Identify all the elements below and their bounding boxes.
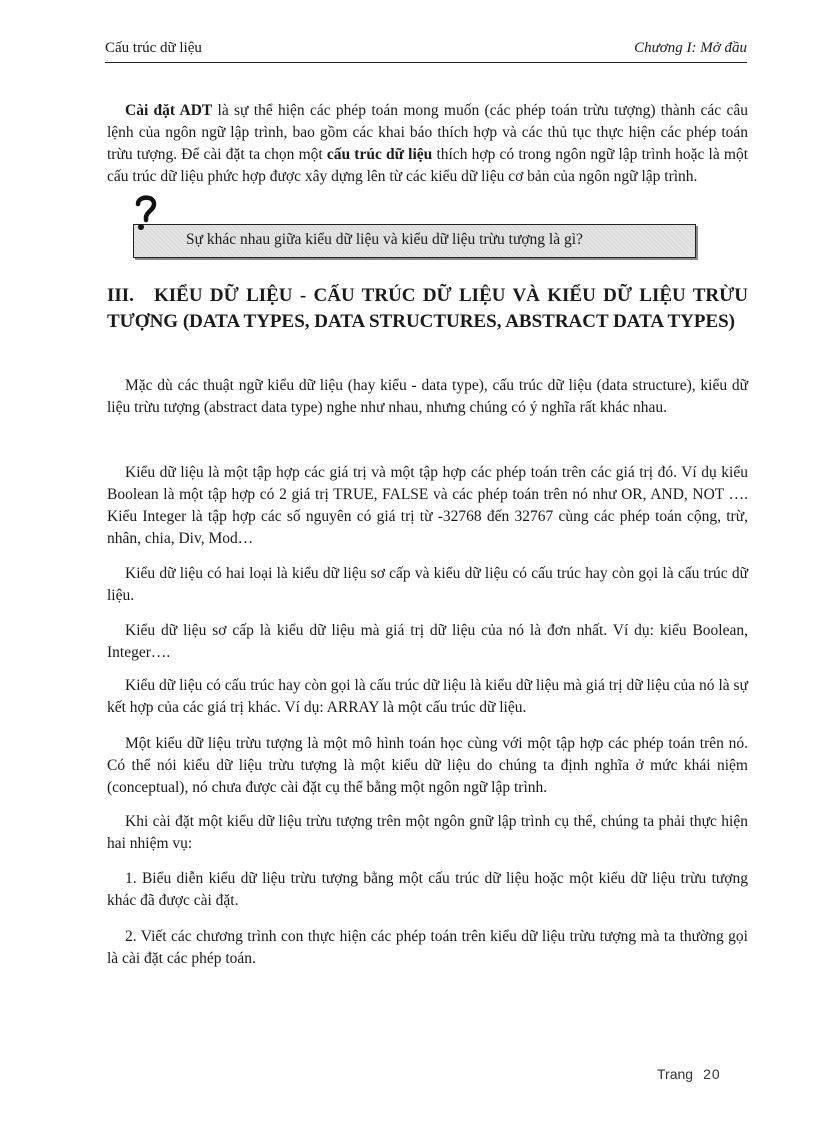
intro-paragraph (107, 100, 748, 188)
intro-text-2: thích hợp có trong ngôn ngữ lập trình hoặc là một cấu trúc dữ liệu phức hợp được xây dựng lên từ các kiểu dữ liệu cơ bản của ngôn ngữ lập trình. (107, 146, 748, 185)
body-paragraph-9: 2. Viết các chương trình con thực hiện các phép toán trên kiểu dữ liệu trừu tượng mà ta thường gọi là cài đặt các phép toán. (107, 928, 748, 967)
body-paragraph-2: Kiểu dữ liệu là một tập hợp các giá trị và một tập hợp các phép toán trên các giá trị đó. Ví dụ kiểu Boolean là một tập hợp có 2 giá trị TRUE, FALSE và các phép toán trên nó như OR, AND, NOT …. Kiểu Integer là tập hợp các số nguyên có giá trị từ -32768 đến 32767 cùng các phép toán cộng, trừ, nhân, chia, Div, Mod… (107, 464, 748, 547)
body-paragraph-7: Khi cài đặt một kiểu dữ liệu trừu tượng trên một ngôn gnữ lập trình cụ thể, chúng ta phải thực hiện hai nhiệm vụ: (107, 813, 748, 852)
section-title: KIỂU DỮ LIỆU - CẤU TRÚC DỮ LIỆU VÀ KIỂU DỮ LIỆU TRỪU TƯỢNG (DATA TYPES, DATA STRUCTURES, ABSTRACT DATA TYPES) (107, 285, 748, 332)
body-paragraph-3: Kiểu dữ liệu có hai loại là kiểu dữ liệu sơ cấp và kiểu dữ liệu có cấu trúc hay còn gọi là cấu trúc dữ liệu. (107, 565, 748, 604)
body-paragraph-5: Kiểu dữ liệu có cấu trúc hay còn gọi là cấu trúc dữ liệu là kiểu dữ liệu mà giá trị dữ liệu của nó là sự kết hợp của các giá trị khác. Ví dụ: ARRAY là một cấu trúc dữ liệu. (107, 677, 748, 716)
question-box (133, 224, 696, 258)
page-header (105, 38, 747, 63)
term-data-structure: cấu trúc dữ liệu (326, 146, 433, 163)
footer-label: Trang (657, 1066, 694, 1082)
header-book-title: Cấu trúc dữ liệu (105, 40, 202, 56)
body-paragraph-1: Mặc dù các thuật ngữ kiểu dữ liệu (hay kiểu - data type), cấu trúc dữ liệu (data structure), kiểu dữ liệu trừu tượng (abstract data type) nghe như nhau, nhưng chúng có ý nghĩa rất khác nhau. (107, 377, 748, 416)
term-adt-implementation: Cài đặt ADT (125, 102, 213, 119)
header-chapter-title: Chương I: Mở đầu (634, 40, 747, 56)
question-mark-icon (133, 193, 159, 233)
question-text: Sự khác nhau giữa kiểu dữ liệu và kiểu dữ liệu trừu tượng là gì? (186, 231, 583, 248)
body-paragraph-8: 1. Biểu diễn kiểu dữ liệu trừu tượng bằng một cấu trúc dữ liệu hoặc một kiểu dữ liệu trừu tượng khác đã được cài đặt. (107, 870, 748, 909)
section-number: III. (107, 285, 134, 306)
page-number: 20 (703, 1066, 721, 1082)
body-paragraph-6: Một kiểu dữ liệu trừu tượng là một mô hình toán học cùng với một tập hợp các phép toán trên nó. Có thể nói kiểu dữ liệu trừu tượng là một kiểu dữ liệu do chúng ta định nghĩa ở mức khái niệm (conceptual), nó chưa được cài đặt cụ thể bằng một ngôn ngữ lập trình. (107, 735, 748, 796)
page-footer (657, 1066, 721, 1082)
intro-text-1: là sự thể hiện các phép toán mong muốn (các phép toán trừu tượng) thành các câu lệnh của ngôn ngữ lập trình, bao gồm các khai báo thích hợp và các thủ tục thực hiện các phép toán trừu tượng. Để cài đặt ta chọn một (107, 102, 748, 163)
section-heading (107, 283, 748, 335)
body-paragraph-4: Kiểu dữ liệu sơ cấp là kiểu dữ liệu mà giá trị dữ liệu của nó là đơn nhất. Ví dụ: kiểu Boolean, Integer…. (107, 622, 748, 661)
